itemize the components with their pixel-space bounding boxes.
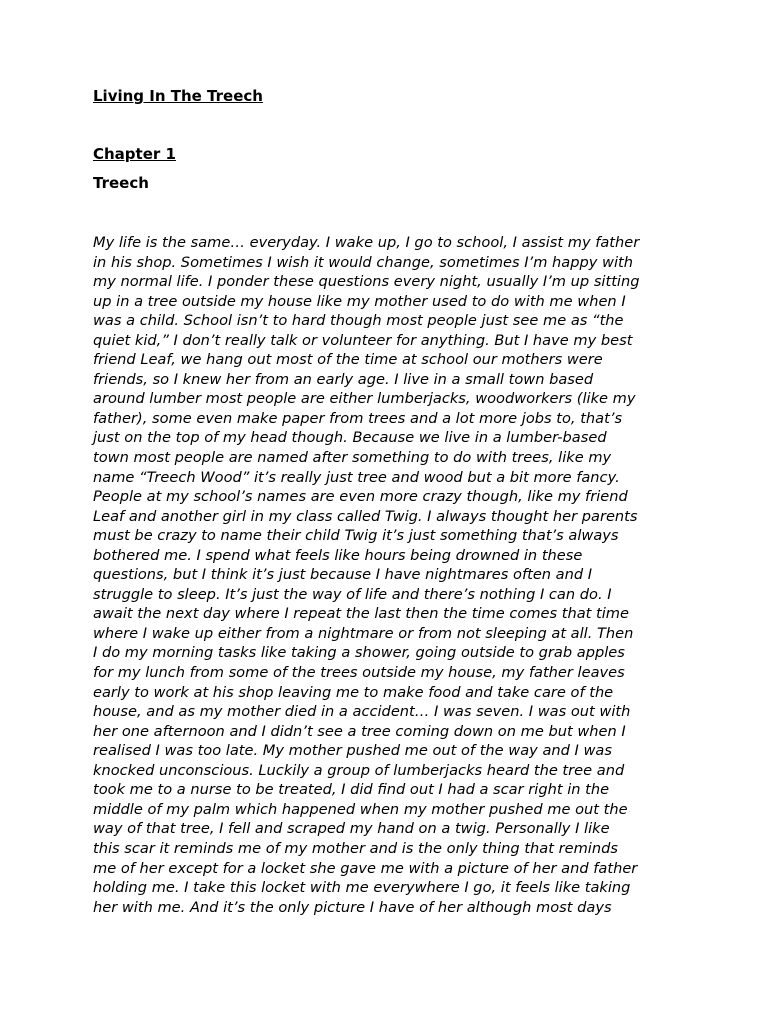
body-text-line: town most people are named after something to do with trees, like my bbox=[93, 449, 612, 467]
body-text-line: for my lunch from some of the trees outside my house, my father leaves bbox=[93, 664, 625, 682]
body-text-line: realised I was too late. My mother pushed me out of the way and I was bbox=[93, 742, 612, 760]
body-text-line: her one afternoon and I didn’t see a tree coming down on me but when I bbox=[93, 722, 626, 740]
body-text-line: early to work at his shop leaving me to make food and take care of the bbox=[93, 683, 614, 701]
body-text-line: was a child. School isn’t to hard though most people just see me as “the bbox=[93, 312, 624, 330]
body-text-line: up in a tree outside my house like my mother used to do with me when I bbox=[93, 292, 626, 310]
body-text-line: friend Leaf, we hang out most of the time at school our mothers were bbox=[93, 351, 603, 369]
body-text-line: her with me. And it’s the only picture I have of her although most days bbox=[93, 898, 612, 916]
body-text-line: name “Treech Wood” it’s really just tree and wood but a bit more fancy. bbox=[93, 468, 620, 486]
body-text-line: await the next day where I repeat the last then the time comes that time bbox=[93, 605, 630, 623]
body-text-line: this scar it reminds me of my mother and is the only thing that reminds bbox=[93, 839, 618, 857]
body-text-line: struggle to sleep. It’s just the way of life and there’s nothing I can do. I bbox=[93, 585, 612, 603]
chapter-subtitle: Treech bbox=[93, 174, 149, 192]
body-text-line: my normal life. I ponder these questions every night, usually I’m up sitting bbox=[93, 273, 640, 291]
body-text-line: bothered me. I spend what feels like hours being drowned in these bbox=[93, 546, 583, 564]
body-text-line: Leaf and another girl in my class called Twig. I always thought her parents bbox=[93, 507, 638, 525]
body-text-line: just on the top of my head though. Because we live in a lumber-based bbox=[93, 429, 607, 447]
body-text-line: father), some even make paper from trees and a lot more jobs to, that’s bbox=[93, 409, 623, 427]
body-text-line: house, and as my mother died in a accident… I was seven. I was out with bbox=[93, 703, 631, 721]
body-text-line: in his shop. Sometimes I wish it would change, sometimes I’m happy with bbox=[93, 253, 634, 271]
body-text-line: quiet kid,” I don’t really talk or volunteer for anything. But I have my best bbox=[93, 331, 633, 349]
body-text-line: People at my school’s names are even more crazy though, like my friend bbox=[93, 488, 628, 506]
body-text-line: way of that tree, I fell and scraped my hand on a twig. Personally I like bbox=[93, 820, 610, 838]
chapter-heading: Chapter 1 bbox=[93, 145, 176, 163]
body-text-line: around lumber most people are either lumberjacks, woodworkers (like my bbox=[93, 390, 636, 408]
body-text-line: middle of my palm which happened when my mother pushed me out the bbox=[93, 800, 628, 818]
body-text-line: questions, but I think it’s just because I have nightmares often and I bbox=[93, 566, 593, 584]
document-title: Living In The Treech bbox=[93, 87, 263, 105]
body-paragraph bbox=[93, 233, 683, 917]
body-text-line: knocked unconscious. Luckily a group of lumberjacks heard the tree and bbox=[93, 761, 625, 779]
body-text-line: I do my morning tasks like taking a shower, going outside to grab apples bbox=[93, 644, 625, 662]
body-text-line: holding me. I take this locket with me everywhere I go, it feels like taking bbox=[93, 879, 631, 897]
body-text-line: My life is the same… everyday. I wake up, I go to school, I assist my father bbox=[93, 234, 640, 251]
body-text-line: took me to a nurse to be treated, I did find out I had a scar right in the bbox=[93, 781, 610, 799]
body-text-line: where I wake up either from a nightmare or from not sleeping at all. Then bbox=[93, 624, 634, 642]
body-text-line: friends, so I knew her from an early age. I live in a small town based bbox=[93, 370, 594, 388]
body-text-line: must be crazy to name their child Twig it’s just something that’s always bbox=[93, 527, 619, 545]
body-text-line: me of her except for a locket she gave me with a picture of her and father bbox=[93, 859, 638, 877]
